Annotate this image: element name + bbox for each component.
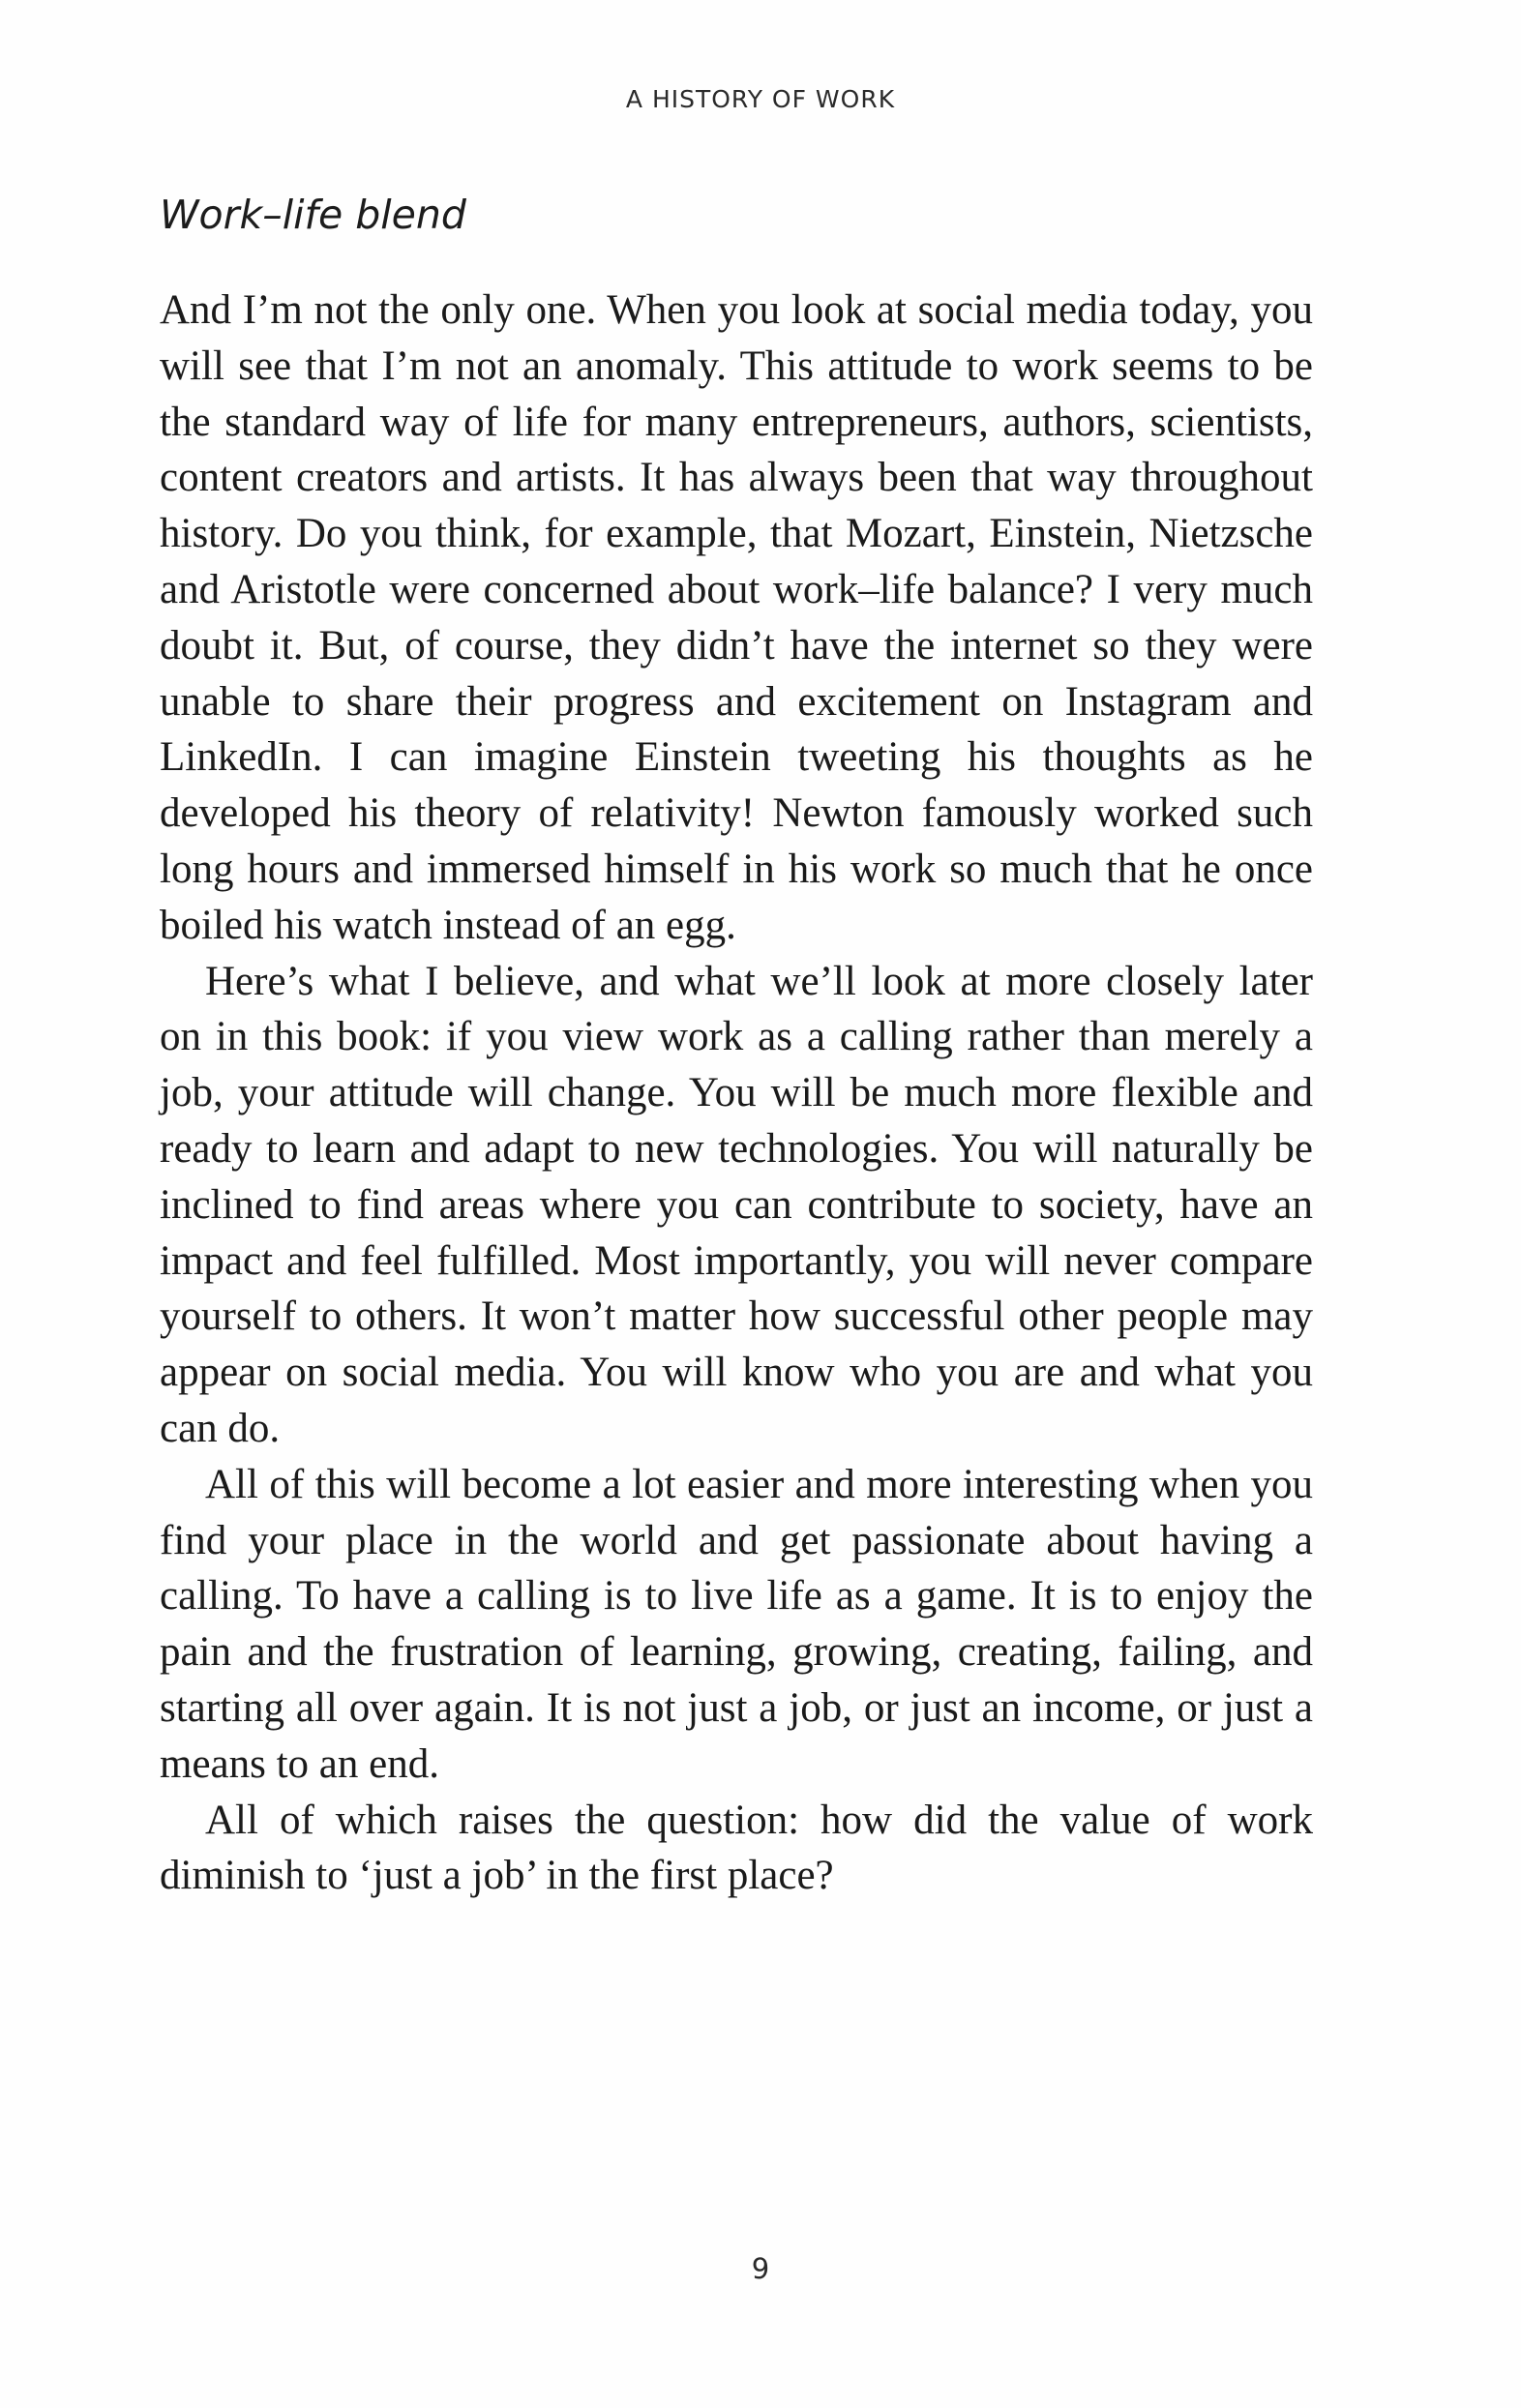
paragraph: All of this will become a lot easier and more interesting when you find your place in the world and get passionate about having a calling. To have a calling is to live life as a game. It is to enjoy the pain and the frustration of learning, growing, creating, failing, and starting all over again. It is not just a job, or just an income, or just a means to an end.	[160, 1461, 1313, 1787]
page-number: 9	[751, 2252, 770, 2285]
body-text	[160, 282, 1313, 1904]
paragraph: All of which raises the question: how did the value of work diminish to ‘just a job’ in the first place?	[160, 1797, 1313, 1899]
section-heading: Work–life blend	[160, 192, 466, 238]
paragraph: And I’m not the only one. When you look at social media today, you will see that I’m not an anomaly. This attitude to work seems to be the standard way of life for many entrepreneurs, authors, scientists, content creators and artists. It has always been that way throughout history. Do you think, for example, that Mozart, Einstein, Nietzsche and Aristotle were concerned about work–life balance? I very much doubt it. But, of course, they didn’t have the internet so they were unable to share their progress and excitement on Instagram and LinkedIn. I can imagine Einstein tweeting his thoughts as he developed his theory of relativity! Newton famously worked such long hours and immersed himself in his work so much that he once boiled his watch instead of an egg.	[160, 287, 1313, 948]
paragraph: Here’s what I believe, and what we’ll look at more closely later on in this book: if you view work as a calling rather than merely a job, your attitude will change. You will be much more flexible and ready to learn and adapt to new technologies. You will naturally be inclined to find areas where you can contribute to society, have an impact and feel fulfilled. Most importantly, you will never compare yourself to others. It won’t matter how successful other people may appear on social media. You will know who you are and what you can do.	[160, 958, 1313, 1451]
running-head: A HISTORY OF WORK	[625, 85, 896, 113]
